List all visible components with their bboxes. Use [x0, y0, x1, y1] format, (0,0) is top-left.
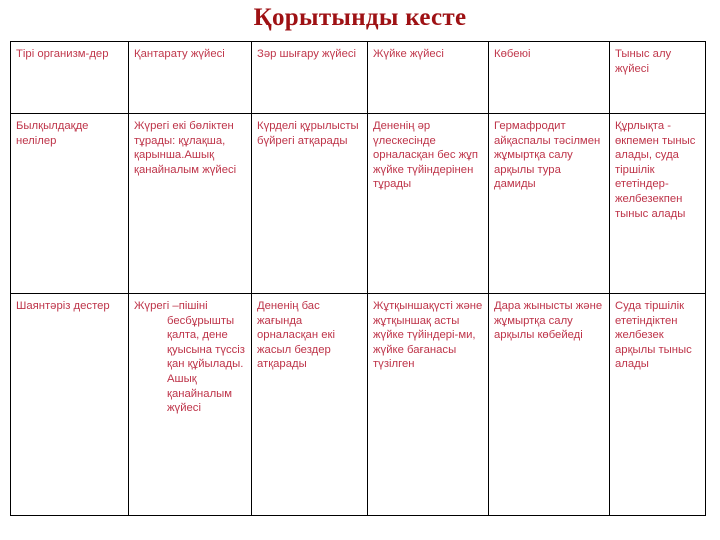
cell-organism-text: Былқылдақде нелілер — [16, 120, 92, 147]
cell-nervous-text: Жұтқыншақүсті және жұтқыншақ асты жүйке түйіндері-ми, жүйке бағанасы түзілген — [373, 300, 486, 371]
cell-circulatory-text: Жүрегі –пішіні бесбұрышты қалта, дене қуысына түссіз қан құйылады. Ашық қанайналым жүйесі — [134, 300, 249, 415]
cell-nervous-text: Дененің әр үлескесінде орналасқан бес жұп жүйке түйіндерінен тұрады — [373, 120, 482, 191]
column-header-excretory — [252, 42, 368, 114]
column-header-organisms-text: Тірі организм-дер — [16, 48, 109, 60]
cell-circulatory — [129, 114, 252, 294]
cell-organism — [11, 294, 129, 516]
cell-excretory — [252, 114, 368, 294]
cell-reproduction-text: Дара жынысты және жұмыртқа салу арқылы көбейеді — [494, 300, 606, 342]
column-header-circulatory-text: Қантарату жүйесі — [134, 48, 225, 60]
cell-circulatory-text: Жүрегі екі бөліктен тұрады: құлақша, қарынша.Ашық қанайналым жүйесі — [134, 120, 237, 176]
table-row — [11, 294, 706, 516]
table-row — [11, 114, 706, 294]
column-header-excretory-text: Зәр шығару жүйесі — [257, 48, 357, 60]
summary-table — [10, 41, 706, 516]
column-header-reproduction — [489, 42, 610, 114]
cell-excretory — [252, 294, 368, 516]
table-header — [11, 42, 706, 114]
cell-excretory-text: Дененің бас жағында орналасқан екі жасыл бездер атқарады — [257, 300, 339, 371]
table-body — [11, 114, 706, 516]
column-header-nervous — [368, 42, 489, 114]
cell-respiratory-text: Құрлықта - өкпемен тыныс алады, суда тіршілік ететіндер-желбезекпен тыныс алады — [615, 120, 699, 220]
cell-nervous — [368, 114, 489, 294]
column-header-nervous-text: Жүйке жүйесі — [373, 48, 444, 60]
cell-organism — [11, 114, 129, 294]
column-header-organisms — [11, 42, 129, 114]
cell-organism-text: Шаянтәріз дестер — [16, 300, 110, 312]
cell-respiratory — [610, 114, 706, 294]
cell-excretory-text: Күрделі құрылысты бүйрегі атқарады — [257, 120, 362, 147]
cell-reproduction — [489, 114, 610, 294]
cell-respiratory-text: Суда тіршілік ететіндіктен желбезек арқылы тыныс алады — [615, 300, 695, 371]
table-header-row — [11, 42, 706, 114]
cell-reproduction — [489, 294, 610, 516]
cell-circulatory — [129, 294, 252, 516]
column-header-reproduction-text: Көбеюі — [494, 48, 531, 60]
cell-reproduction-text: Гермафродит айқаспалы тәсілмен жұмыртқа салу арқылы тура дамиды — [494, 120, 604, 191]
page-title: Қорытынды кесте — [253, 4, 467, 31]
column-header-circulatory — [129, 42, 252, 114]
cell-respiratory — [610, 294, 706, 516]
cell-nervous — [368, 294, 489, 516]
column-header-respiratory-text: Тыныс алу жүйесі — [615, 48, 675, 75]
column-header-respiratory — [610, 42, 706, 114]
